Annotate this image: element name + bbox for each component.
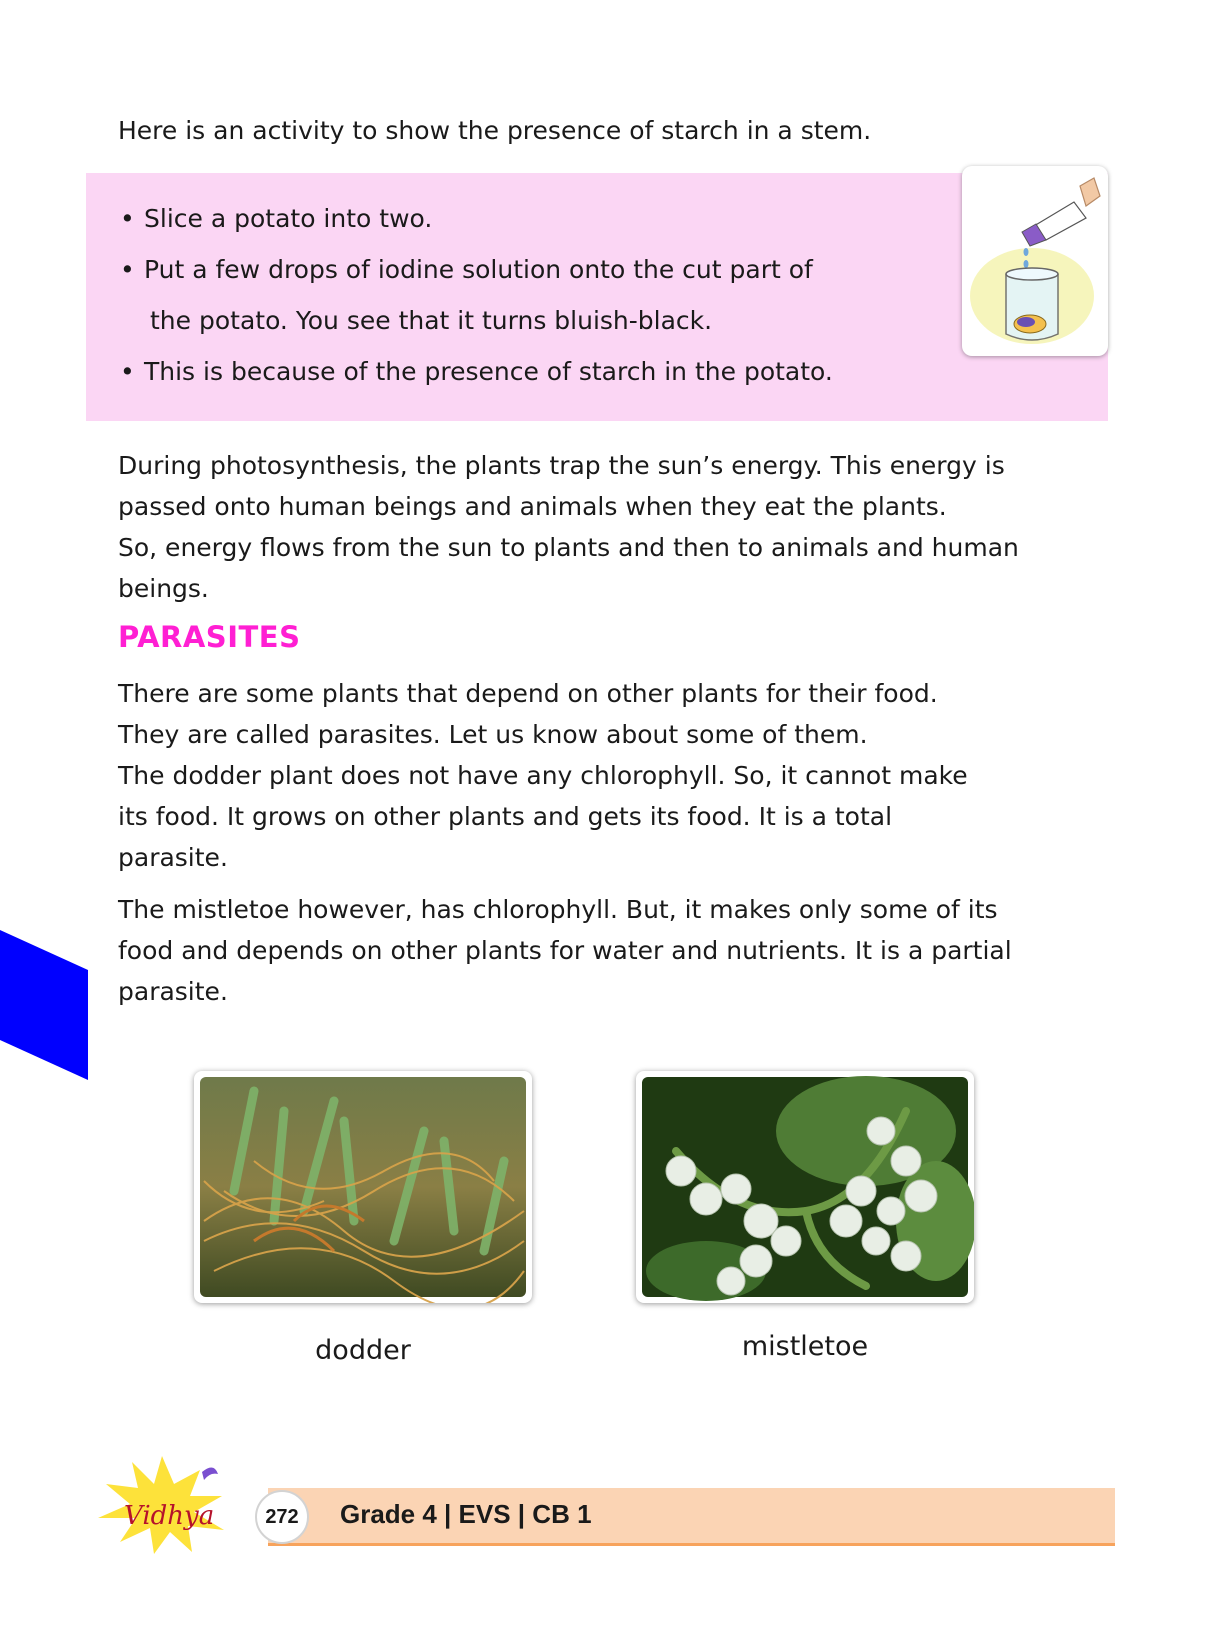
dodder-photo: [194, 1071, 532, 1303]
footer-divider: [268, 1543, 1115, 1546]
parasites-paragraph-2: [118, 889, 1118, 1012]
section-heading-parasites: PARASITES: [118, 620, 301, 654]
text-line: parasite.: [118, 977, 228, 1006]
text-line: The mistletoe however, has chlorophyll. But, it makes only some of its: [118, 895, 998, 924]
text-line: passed onto human beings and animals when they eat the plants.: [118, 492, 947, 521]
footer-title: Grade 4 | EVS | CB 1: [340, 1499, 592, 1529]
text-line: its food. It grows on other plants and gets its food. It is a total: [118, 802, 893, 831]
text-line: beings.: [118, 574, 209, 603]
activity-steps: [118, 193, 958, 397]
activity-step: • This is because of the presence of starch in the potato.: [118, 346, 958, 397]
text-line: They are called parasites. Let us know about some of them.: [118, 720, 868, 749]
mistletoe-caption: mistletoe: [741, 1331, 869, 1362]
mistletoe-photo: [636, 1071, 974, 1303]
activity-step: • Slice a potato into two.: [118, 193, 958, 244]
logo-text: Vidhya: [124, 1501, 215, 1531]
text-line: During photosynthesis, the plants trap the sun’s energy. This energy is: [118, 451, 1005, 480]
activity-intro: Here is an activity to show the presence of starch in a stem.: [118, 116, 872, 145]
side-tab-marker: [0, 930, 90, 1080]
text-line: So, energy flows from the sun to plants and then to animals and human: [118, 533, 1019, 562]
parasites-paragraph-1: [118, 673, 1118, 878]
text-line: The dodder plant does not have any chlorophyll. So, it cannot make: [118, 761, 968, 790]
activity-step-continued: the potato. You see that it turns bluish-black.: [150, 306, 713, 335]
text-line: food and depends on other plants for water and nutrients. It is a partial: [118, 936, 1012, 965]
energy-paragraph: [118, 445, 1118, 609]
text-line: There are some plants that depend on other plants for their food.: [118, 679, 938, 708]
page-number: 272: [255, 1490, 309, 1544]
text-line: parasite.: [118, 843, 228, 872]
activity-step: • Put a few drops of iodine solution onto the cut part of: [118, 244, 958, 295]
vidhya-logo: [92, 1456, 242, 1556]
iodine-test-illustration: [962, 166, 1108, 356]
dodder-caption: dodder: [315, 1335, 411, 1366]
